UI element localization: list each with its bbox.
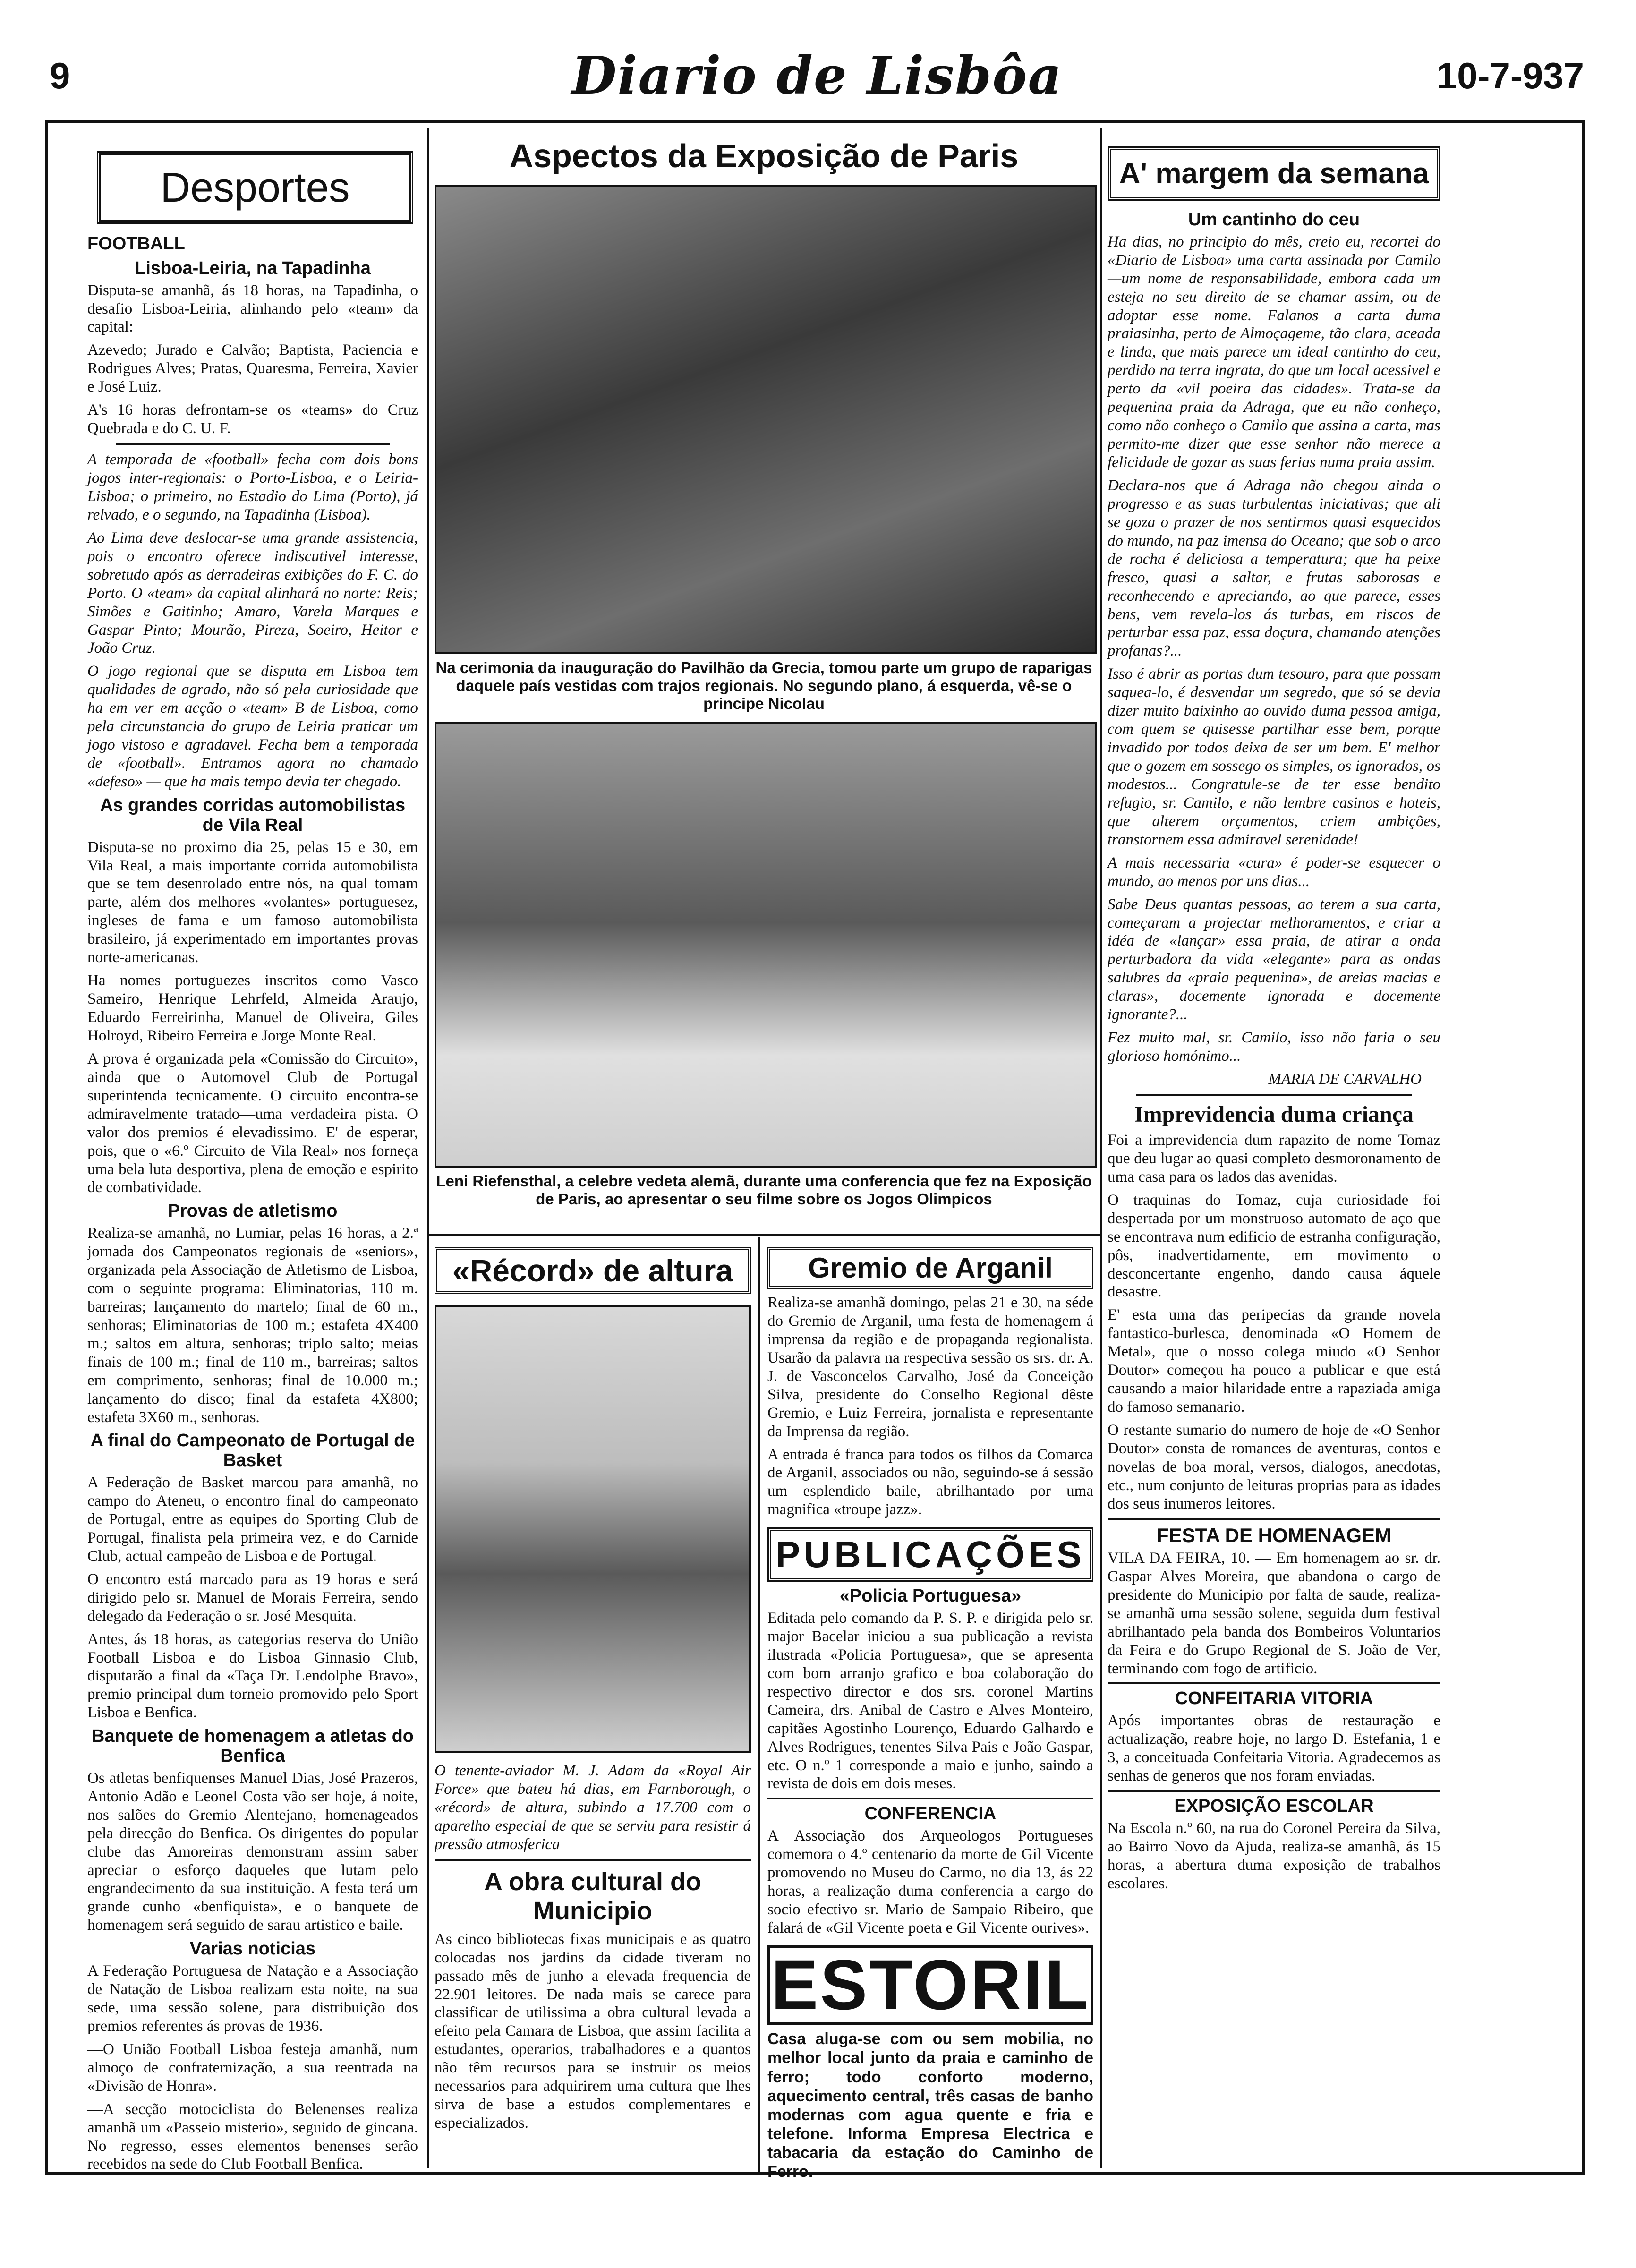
paragraph: E' esta uma das peripecias da grande novela fantastico-burlesca, denominada «O Homem de Metal», que o nosso colega miudo «O Senhor Doutor» começou ha pouco a publicar e que está causando a maior hilaridade entre a rapaziada amiga do famoso semanario.	[1108, 1306, 1440, 1416]
publicacoes-header: PUBLICAÇÕES	[767, 1527, 1093, 1582]
subheading: Varias noticias	[189, 1939, 316, 1959]
paragraph: —A secção motociclista do Belenenses realiza amanhã um «Passeio misterio», seguido de gincana. No regresso, esses elementos benenses serão recebidos na sede do Club Football Benfica.	[87, 2100, 418, 2173]
paragraph: VILA DA FEIRA, 10. — Em homenagem ao sr. dr. Gaspar Alves Moreira, que abandona o cargo de presidente do Municipio por falta de saude, realiza-se amanhã uma sessão solene, seguida dum festival abrilhantado pela banda dos Bombeiros Voluntarios da Feira e do Grupo Regional de S. João de Ver, terminando com fogo de artificio.	[1108, 1549, 1440, 1677]
notices-section	[767, 1247, 1093, 2186]
paragraph: A entrada é franca para todos os filhos da Comarca de Arganil, associados ou não, seguindo-se á sessão um esplendido baile, abrilhantado por uma magnifica «troupe jazz».	[767, 1446, 1093, 1518]
paragraph: Disputa-se amanhã, ás 18 horas, na Tapadinha, o desafio Lisboa-Leiria, alinhando pelo «team» da capital:	[87, 281, 418, 336]
photo-caption: Leni Riefensthal, a celebre vedeta alemã, durante uma conferencia que fez na Exposição de Paris, ao apresentar o seu filme sobre os Jogos Olimpicos	[436, 1172, 1092, 1208]
margem-header: A' margem da semana	[1108, 146, 1440, 201]
paragraph: O traquinas do Tomaz, cuja curiosidade foi despertada por um monstruoso automato de aço que se encontrava num edificio de estranha configuração, pôs, inadvertidamente, em movimento o desconcertante engenho, dando causa áquele desastre.	[1108, 1191, 1440, 1301]
paragraph: Realiza-se amanhã, no Lumiar, pelas 16 horas, a 2.ª jornada dos Campeonatos regionais de «seniors», organizada pela Associação de Atletismo de Lisboa, com o seguinte programa: Eliminatorias, 110 m. barreiras; lançamento do martelo; final de 60 m., senhoras; Eliminatorias de 100 m.; estafeta 4X400 m.; saltos em altura, senhoras; triplo salto; meias finais de 100 m.; final de 110 m., barreiras; saltos em comprimento, senhoras; final de 10.000 m.; lançamento do disco; final da estafeta 4X800; estafeta 3X60 m., senhoras.	[87, 1225, 418, 1426]
divider	[116, 443, 390, 445]
paragraph: O encontro está marcado para as 19 horas e será dirigido pelo sr. Manuel de Morais Ferreira, sendo delegado da Federação o sr. José Mesquita.	[87, 1570, 418, 1625]
section-divider	[429, 1234, 1100, 1236]
paragraph: Casa aluga-se com ou sem mobilia, no melhor local junto da praia e caminho de ferro; todo conforto moderno, aquecimento central, três casas de banho modernas com agua quente e fria e telefone. Informa Empresa Electrica e tabacaria da estação do Caminho de Ferro.	[767, 2030, 1093, 2181]
divider	[1136, 1094, 1412, 1096]
paragraph: A Associação dos Arqueologos Portugueses comemora o 4.º centenario da morte de Gil Vicente promovendo no Museu do Carmo, no dia 13, ás 22 horas, a realização duma conferencia a cargo do socio efectivo sr. Mario de Sampaio Ribeiro, que falará de «Gil Vicente poeta e Gil Vicente ourives».	[767, 1827, 1093, 1936]
newspaper-title: Diario de Lisbôa	[571, 45, 1063, 106]
signature: MARIA DE CARVALHO	[1268, 1071, 1422, 1088]
confeitaria-header: CONFEITARIA VITORIA	[1108, 1682, 1440, 1709]
football-label: FOOTBALL	[87, 234, 185, 254]
column-divider	[427, 128, 429, 2168]
paragraph: Ao Lima deve deslocar-se uma grande assistencia, pois o encontro oferece indiscutivel interesse, sobretudo após as derradeiras exibições do F. C. do Porto. O «team» da capital alinhará no norte: Reis; Simões e Gaitinho; Amaro, Varela Marques e Gaspar Pinto; Mourão, Pireza, Soeiro, Heitor e João Cruz.	[87, 529, 418, 657]
paragraph: Isso é abrir as portas dum tesouro, para que possam saquea-lo, é desvendar um segredo, que só se devia dizer muito baixinho ao ouvido duma pessoa amiga, com quem se quisesse partilhar esse bem, porque invadido por todos deixa de ser um bem. E' melhor que o gozem em sossego os simples, os ignorados, os modestos... Congratule-se de ter esse bendito refugio, sr. Camilo, e não lembre casinos e hoteis, que alterem orçamentos, criem ambições, transtornem essa admiravel serenidade!	[1108, 665, 1440, 848]
subheading: Lisboa-Leiria, na Tapadinha	[135, 258, 371, 278]
paragraph: As cinco bibliotecas fixas municipais e as quatro colocadas nos jardins da cidade tiveram no passado mês de junho a elevada frequencia de 22.901 leitores. De nada mais se carece para classificar de utilissima a obra cultural levada a efeito pela Camara de Lisboa, que assim facilita a estudantes, operarios, trabalhadores e a quantos não têm recursos para se instruir os meios necessarios para adquirirem uma cultura que lhes sirva de base a estudos complementares e especializados.	[435, 1930, 751, 2132]
paragraph: Ha nomes portuguezes inscritos como Vasco Sameiro, Henrique Lehrfeld, Almeida Araujo, Eduardo Ferreirinha, Manuel de Oliveira, Giles Holroyd, Ribeiro Ferreira e Jorge Monte Real.	[87, 972, 418, 1044]
paragraph: A Federação de Basket marcou para amanhã, no campo do Ateneu, o encontro final do campeonato de Portugal, entre as equipes do Sporting Club de Portugal, finalista pela primeira vez, e do Carnide Club, actual campeão de Lisboa e de Portugal.	[87, 1474, 418, 1565]
conferencia-header: CONFERENCIA	[767, 1798, 1093, 1824]
photo-leni-riefenstahl	[435, 722, 1097, 1168]
paragraph: Azevedo; Jurado e Calvão; Baptista, Paciencia e Rodrigues Alves; Pratas, Quaresma, Ferreira, Xavier e José Luiz.	[87, 341, 418, 396]
photo-greek-pavilion	[435, 185, 1097, 654]
paragraph: Editada pelo comando da P. S. P. e dirigida pelo sr. major Bacelar iniciou a sua publicação a revista ilustrada «Policia Portuguesa», que se apresenta com bom arranjo grafico e boa colaboração do respectivo director e dos srs. coronel Martins Cameira, drs. Anibal de Castro e Alves Monteiro, capitães Agostinho Lourenço, Eduardo Galhardo e Alves Rodrigues, tenentes Silva Pais e João Gaspar, etc. O n.º 1 corresponde a maio e junho, saindo a revista de dois em dois meses.	[767, 1610, 1093, 1792]
column-divider	[1100, 128, 1102, 2168]
divider	[435, 1859, 751, 1861]
paragraph: A prova é organizada pela «Comissão do Circuito», ainda que o Automovel Club de Portugal superintenda tecnicamente. O circuito encontra-se admiravelmente tratado—uma verdadeira pista. O valor dos premios é elevadissimo. E' de esperar, pois, que o «6.º Circuito de Vila Real» nos forneça uma bela luta desportiva, plena de emoção e espirito de combatividade.	[87, 1050, 418, 1196]
subheading: As grandes corridas automobilistas de Vila Real	[100, 795, 406, 835]
paragraph: Foi a imprevidencia dum rapazito de nome Tomaz que deu lugar ao quasi completo desmoronamento de uma casa para os lados das avenidas.	[1108, 1131, 1440, 1185]
paragraph: Fez muito mal, sr. Camilo, isso não faria o seu glorioso homónimo...	[1108, 1029, 1440, 1065]
subheading: «Policia Portuguesa»	[839, 1586, 1022, 1606]
issue-date: 10-7-937	[1436, 55, 1584, 96]
festa-header: FESTA DE HOMENAGEM	[1108, 1518, 1440, 1546]
desportes-column	[87, 132, 418, 2178]
paragraph: Disputa-se no proximo dia 25, pelas 15 e 30, em Vila Real, a mais importante corrida automobilista que se tem desenrolado entre nós, na qual tomam parte, além dos melhores «volantes» portuguesez, ingleses de fama e um famoso automobilista brasileiro, já experimentado em importantes provas norte-americanas.	[87, 838, 418, 966]
estoril-header: ESTORIL	[767, 1945, 1093, 2025]
paragraph: Sabe Deus quantas pessoas, ao terem a sua carta, começaram a projectar melhoramentos, e criar a idéa de «lançar» essa praia, de atirar a onda perturbadora da vida «elegante» para as ondas salubres da «praia pequenina», de areias macias e claras», docemente ignorada e docemente ignorante?...	[1108, 895, 1440, 1023]
imprevidencia-header: Imprevidencia duma criança	[1134, 1101, 1414, 1127]
record-header: «Récord» de altura	[435, 1247, 751, 1294]
paragraph: Na Escola n.º 60, na rua do Coronel Pereira da Silva, ao Bairro Novo da Ajuda, realiza-se amanhã, ás 15 horas, a abertura duma exposição de trabalhos escolares.	[1108, 1819, 1440, 1892]
exposicao-section	[435, 137, 1093, 1213]
right-column	[1108, 132, 1440, 1898]
photo-caption: Na cerimonia da inauguração do Pavilhão da Grecia, tomou parte um grupo de raparigas daquele país vestidas com trajos regionais. No segundo plano, á esquerda, vê-se o principe Nicolau	[435, 659, 1092, 712]
paragraph: Declara-nos que á Adraga não chegou ainda o progresso e as suas turbulentas iniciativas; que ali se goza o prazer de nos sentirmos quasi esquecidos do mundo, na paz imensa do Oceano; que sob o arco de rocha é deliciosa a temperatura; que ha peixe fresco, quasi a saltar, e frutas saborosas e reconhecendo e apreciando, ao que parece, esses bens, vem revela-los ás turbas, em riscos de perturbar essa paz, essa doçura, chamando atenções profanas?...	[1108, 477, 1440, 660]
paragraph: Antes, ás 18 horas, as categorias reserva do União Football Lisboa e do Lisboa Ginnasio Club, disputarão a final da «Taça Dr. Lendolphe Bravo», premio principal dum torneio promovido pelo Sport Lisboa e Benfica.	[87, 1630, 418, 1722]
photo-aviator	[435, 1305, 751, 1753]
paragraph: A Federação Portuguesa de Natação e a Associação de Natação de Lisboa realizam esta noite, na sua sede, uma sessão solene, para distribuição dos premios referentes ás provas de 1936.	[87, 1962, 418, 2035]
photo-caption: O tenente-aviador M. J. Adam da «Royal Air Force» que bateu há dias, em Farnborough, o «récord» de altura, subindo a 17.700 com o aparelho especial de que se serviu para resistir á pressão atmosferica	[435, 1762, 751, 1853]
obra-header: A obra cultural do Municipio	[484, 1867, 702, 1925]
paragraph: —O União Football Lisboa festeja amanhã, num almoço de confraternização, a sua reentrada na «Divisão de Honra».	[87, 2040, 418, 2095]
paragraph: O restante sumario do numero de hoje de «O Senhor Doutor» consta de romances de aventuras, contos e novelas de boa moral, versos, dialogos, anecdotas, etc., num conjunto de leituras proprias para as idades dos seus inumeros leitores.	[1108, 1422, 1440, 1512]
subheading: Banquete de homenagem a atletas do Benfica	[91, 1726, 414, 1766]
subheading: Provas de atletismo	[168, 1201, 338, 1221]
paragraph: A temporada de «football» fecha com dois bons jogos inter-regionais: o Porto-Lisboa, e o Leiria-Lisboa; o primeiro, no Estadio do Lima (Porto), já relvado, e o segundo, na Tapadinha (Lisboa).	[87, 451, 418, 523]
paragraph: Ha dias, no principio do mês, creio eu, recortei do «Diario de Lisboa» uma carta assinada por Camilo—um nome de responsabilidade, embora cada um esteja no seu direito de se chamar assim, ou de adoptar esse nome. Falanos a carta duma praiasinha, perto de Almoçageme, tão clara, aceada e linda, que mais parece um ideal cantinho do ceu, perdido na terra ingrata, do que um local acessivel e perto da «vil poeira das cidades». Trata-se da pequenina praia da Adraga, que eu não conheço, como não conheço o Camilo que assina a carta, mas permito-me dizer que esse senhor não merece a felicidade de gozar as suas ferias numa praia assim.	[1108, 233, 1440, 471]
exposicao-header: Aspectos da Exposição de Paris	[509, 137, 1019, 174]
escolar-header: EXPOSIÇÃO ESCOLAR	[1108, 1790, 1440, 1816]
paragraph: Após importantes obras de restauração e actualização, reabre hoje, no largo D. Estefania, 1 e 3, a conceituada Confeitaria Vitoria. Agradecemos as senhas de generos que nos foram enviadas.	[1108, 1712, 1440, 1785]
gremio-header: Gremio de Arganil	[767, 1247, 1093, 1289]
page-number: 9	[50, 55, 70, 96]
paragraph: Realiza-se amanhã domingo, pelas 21 e 30, na séde do Gremio de Arganil, uma festa de homenagem á imprensa da região e de propaganda regionalista. Usarão da palavra na respectiva sessão os srs. dr. A. J. de Vasconcelos Carvalho, José da Conceição Silva, presidente do Conselho Regional dêste Gremio, e Luiz Ferreira, jornalista e representante da Imprensa da região.	[767, 1294, 1093, 1440]
desportes-header: Desportes	[97, 151, 413, 224]
subheading: A final do Campeonato de Portugal de Basket	[90, 1431, 415, 1471]
subheading: Um cantinho do ceu	[1188, 210, 1360, 230]
paragraph: A's 16 horas defrontam-se os «teams» do Cruz Quebrada e do C. U. F.	[87, 401, 418, 437]
column-divider	[758, 1237, 760, 2173]
paragraph: A mais necessaria «cura» é poder-se esquecer o mundo, ao menos por uns dias...	[1108, 854, 1440, 890]
paragraph: Os atletas benfiquenses Manuel Dias, José Prazeros, Antonio Adão e Leonel Costa vão ser hoje, á noite, nos salões do Gremio Alentejano, homenageados pela direcção do Benfica. Os dirigentes do popular clube das Amoreiras demonstram assim saber apreciar o esforço daqueles que lutam pelo engrandecimento da sua instituição. A festa terá um grande cunho «benfiquista», e o banquete de homenagem será seguido de sarau artistico e baile.	[87, 1769, 418, 1934]
record-section	[435, 1247, 751, 2137]
paragraph: O jogo regional que se disputa em Lisboa tem qualidades de agrado, não só pela curiosidade que ha em ver em acção o «team» B de Lisboa, como pela circunstancia do grupo de Leiria praticar um jogo vistoso e agradavel. Fecha bem a temporada de «football». Entramos agora no chamado «defeso» — que ha mais tempo devia ter chegado.	[87, 663, 418, 791]
